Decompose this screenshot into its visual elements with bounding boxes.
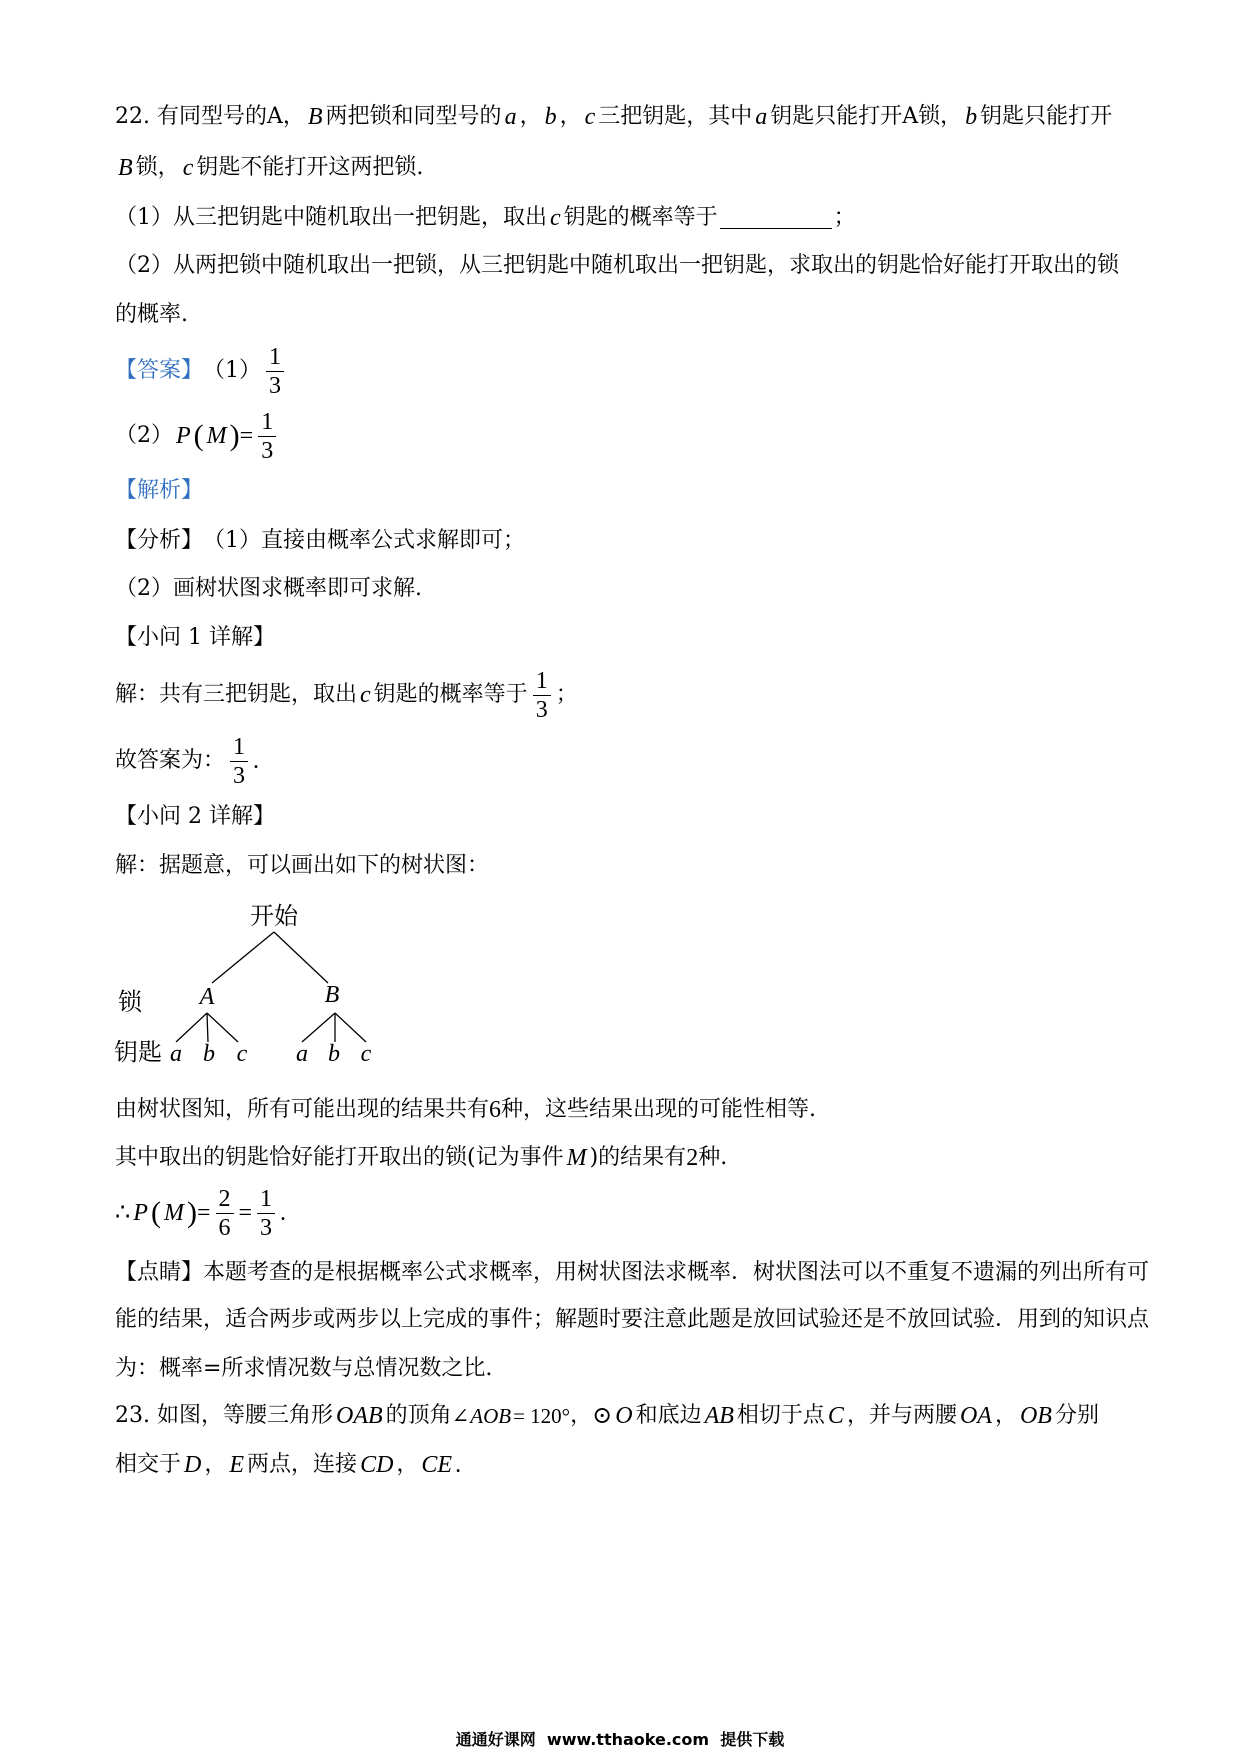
text: ， — [204, 1452, 227, 1477]
fraction-numerator: 1 — [257, 1187, 275, 1214]
sub-2-event — [115, 1128, 727, 1188]
text: 钥匙不能打开这两把锁. — [196, 155, 424, 180]
fraction-numerator: 1 — [533, 669, 551, 696]
text: 种，这些结果出现的可能性相等. — [501, 1097, 817, 1122]
math-variable: AOB — [470, 1404, 512, 1428]
text: 和底边 — [635, 1403, 702, 1428]
text: 其中取出的钥匙恰好能打开取出的锁(记为事件 — [115, 1145, 564, 1170]
math-variable: AB — [704, 1403, 734, 1429]
tree-node-key: a — [296, 1041, 308, 1067]
tree-node-lock: B — [324, 982, 340, 1008]
fraction-denominator: 3 — [233, 762, 246, 789]
math-symbol: ) — [229, 419, 240, 452]
text: ， — [994, 1403, 1017, 1428]
q23-line-2 — [115, 1435, 461, 1495]
answer-part-2 — [115, 406, 281, 466]
tree-node-key: a — [170, 1041, 182, 1067]
tree-branch — [274, 932, 328, 983]
math-variable: CE — [421, 1452, 453, 1478]
math-symbol: = 120° — [513, 1404, 571, 1428]
tree-level-lock-label: 锁 — [118, 988, 142, 1016]
tree-branch — [207, 1013, 208, 1042]
text: . — [253, 748, 260, 774]
tree-root: 开始 — [250, 902, 298, 930]
answer-part-1 — [115, 341, 289, 401]
math-variable: E — [229, 1452, 245, 1478]
fraction-numerator: 1 — [258, 410, 276, 437]
text: 钥匙的概率等于 — [563, 205, 718, 230]
circle-symbol: ⊙ — [592, 1403, 613, 1429]
sub-1-solution — [115, 665, 578, 725]
text: 本题考查的是根据概率公式求概率，用树状图法求概率．树状图法可以不重复不遗漏的列出所有可 — [203, 1260, 1150, 1285]
fraction-numerator: 1 — [266, 345, 284, 372]
math-variable: OA — [959, 1403, 992, 1429]
math-variable: B — [307, 104, 323, 130]
text: . — [280, 1200, 287, 1226]
summary-label: 【分析】 — [115, 528, 204, 553]
answer-label: 【答案】 — [115, 358, 204, 383]
math-variable: c — [182, 155, 194, 181]
tree-branch — [302, 1013, 335, 1042]
math-variable: a — [504, 104, 517, 130]
text: 种. — [698, 1145, 728, 1170]
tree-branch — [176, 1013, 207, 1042]
math-variable: C — [827, 1403, 844, 1429]
math-variable: CD — [360, 1452, 394, 1478]
math-variable: b — [544, 104, 557, 130]
text: 由树状图知，所有可能出现的结果共有 — [115, 1097, 490, 1122]
math-variable: c — [550, 205, 561, 231]
math-symbol: ( — [150, 1196, 161, 1229]
sub-2-final — [115, 1183, 286, 1243]
text: （1）从三把钥匙中随机取出一把钥匙，取出 — [115, 205, 547, 230]
answer-blank — [720, 208, 832, 229]
text: 两点，连接 — [247, 1452, 358, 1477]
fraction-numerator: 2 — [216, 1187, 234, 1214]
text: 分别 — [1054, 1403, 1099, 1428]
text: （1） — [203, 358, 262, 383]
tree-node-key: b — [328, 1041, 340, 1067]
math-variable: P — [176, 423, 191, 449]
text: 相切于点 — [736, 1403, 825, 1428]
math-symbol: ) — [186, 1196, 197, 1229]
sub-1-heading — [115, 608, 275, 668]
math-variable: B — [118, 155, 133, 181]
q22-part-2-line-2 — [115, 285, 188, 345]
text: ， — [570, 1403, 593, 1428]
text: 钥匙只能打开A锁， — [770, 104, 963, 129]
math-symbol: = — [196, 1200, 211, 1226]
text: 解：据题意，可以画出如下的树状图： — [115, 853, 490, 878]
text: ， — [396, 1452, 419, 1477]
comment-label: 【点睛】 — [115, 1260, 204, 1285]
fraction-denominator: 3 — [261, 437, 274, 464]
fraction-denominator: 3 — [535, 696, 548, 723]
fraction — [216, 1187, 234, 1240]
math-variable: M — [566, 1145, 587, 1171]
text: 的顶角 — [385, 1403, 452, 1428]
text: 23. 如图，等腰三角形 — [115, 1403, 333, 1428]
text: 钥匙的概率等于 — [373, 682, 528, 707]
text: ； — [833, 205, 856, 230]
math-variable: O — [615, 1403, 633, 1429]
tree-branch — [335, 1013, 366, 1042]
text: 能的结果，适合两步或两步以上完成的事件；解题时要注意此题是放回试验还是不放回试验．用到的知识点 — [115, 1307, 1150, 1332]
fraction-denominator: 6 — [218, 1214, 231, 1241]
section-heading: 【小问 1 详解】 — [115, 625, 275, 650]
text: 相交于 — [115, 1452, 182, 1477]
text: ； — [555, 682, 578, 707]
text: 故答案为： — [115, 748, 226, 773]
tree-node-key: c — [236, 1041, 248, 1067]
fraction — [230, 735, 248, 788]
text: . — [455, 1452, 462, 1478]
text: 三把钥匙，其中 — [598, 104, 753, 129]
math-variable: c — [360, 682, 371, 708]
text: ， — [519, 104, 542, 129]
tree-branch — [207, 1013, 238, 1042]
tree-node-key: c — [360, 1041, 372, 1067]
sub-1-conclusion — [115, 731, 259, 791]
fraction-numerator: 1 — [230, 735, 248, 762]
tree-diagram — [100, 880, 460, 1080]
page-footer: 通通好课网 www.tthaoke.com 提供下载 — [455, 1730, 785, 1749]
text: （2）从两把锁中随机取出一把锁，从三把钥匙中随机取出一把钥匙，求取出的钥匙恰好能打开取出的锁 — [115, 253, 1120, 278]
math-variable: D — [184, 1452, 202, 1478]
math-symbol: = — [238, 1200, 253, 1226]
text: 锁， — [135, 155, 180, 180]
text: （2） — [115, 423, 173, 448]
text: 解：共有三把钥匙，取出 — [115, 682, 358, 707]
text: 22. 有同型号的A， — [115, 104, 305, 129]
tree-node-key: b — [203, 1041, 215, 1067]
tree-node-lock: A — [199, 984, 215, 1010]
tree-branch — [212, 932, 274, 983]
tree-level-key-label: 钥匙 — [114, 1038, 162, 1066]
fraction-denominator: 3 — [260, 1214, 273, 1241]
fraction-denominator: 3 — [269, 372, 282, 399]
math-variable: M — [163, 1200, 184, 1226]
math-symbol: = — [239, 423, 254, 449]
fraction — [266, 345, 284, 398]
text: （2）画树状图求概率即可求解. — [115, 576, 422, 601]
math-variable: M — [206, 423, 227, 449]
text: )的结果有 — [589, 1145, 687, 1170]
math-variable: a — [755, 104, 768, 130]
text: 两把锁和同型号的 — [325, 104, 502, 129]
therefore-symbol: ∴ — [115, 1200, 131, 1226]
text: 的概率. — [115, 302, 188, 327]
text: ， — [559, 104, 582, 129]
fraction — [258, 410, 276, 463]
math-variable: OB — [1019, 1403, 1052, 1429]
text: 钥匙只能打开 — [980, 104, 1113, 129]
math-variable: c — [584, 104, 596, 130]
angle-symbol: ∠ — [451, 1404, 470, 1428]
fraction — [533, 669, 551, 722]
number: 2 — [686, 1145, 699, 1171]
math-symbol: ( — [193, 419, 204, 452]
math-variable: P — [133, 1200, 148, 1226]
math-variable: b — [965, 104, 978, 130]
q22-part-2-line-1 — [115, 236, 1119, 296]
number: 6 — [489, 1097, 502, 1123]
text: ，并与两腰 — [846, 1403, 957, 1428]
text: 为：概率=所求情况数与总情况数之比. — [115, 1356, 493, 1381]
fraction — [257, 1187, 275, 1240]
section-heading: 【小问 2 详解】 — [115, 804, 275, 829]
text: （1）直接由概率公式求解即可； — [203, 528, 526, 553]
math-variable: OAB — [335, 1403, 383, 1429]
analysis-label: 【解析】 — [115, 478, 204, 503]
